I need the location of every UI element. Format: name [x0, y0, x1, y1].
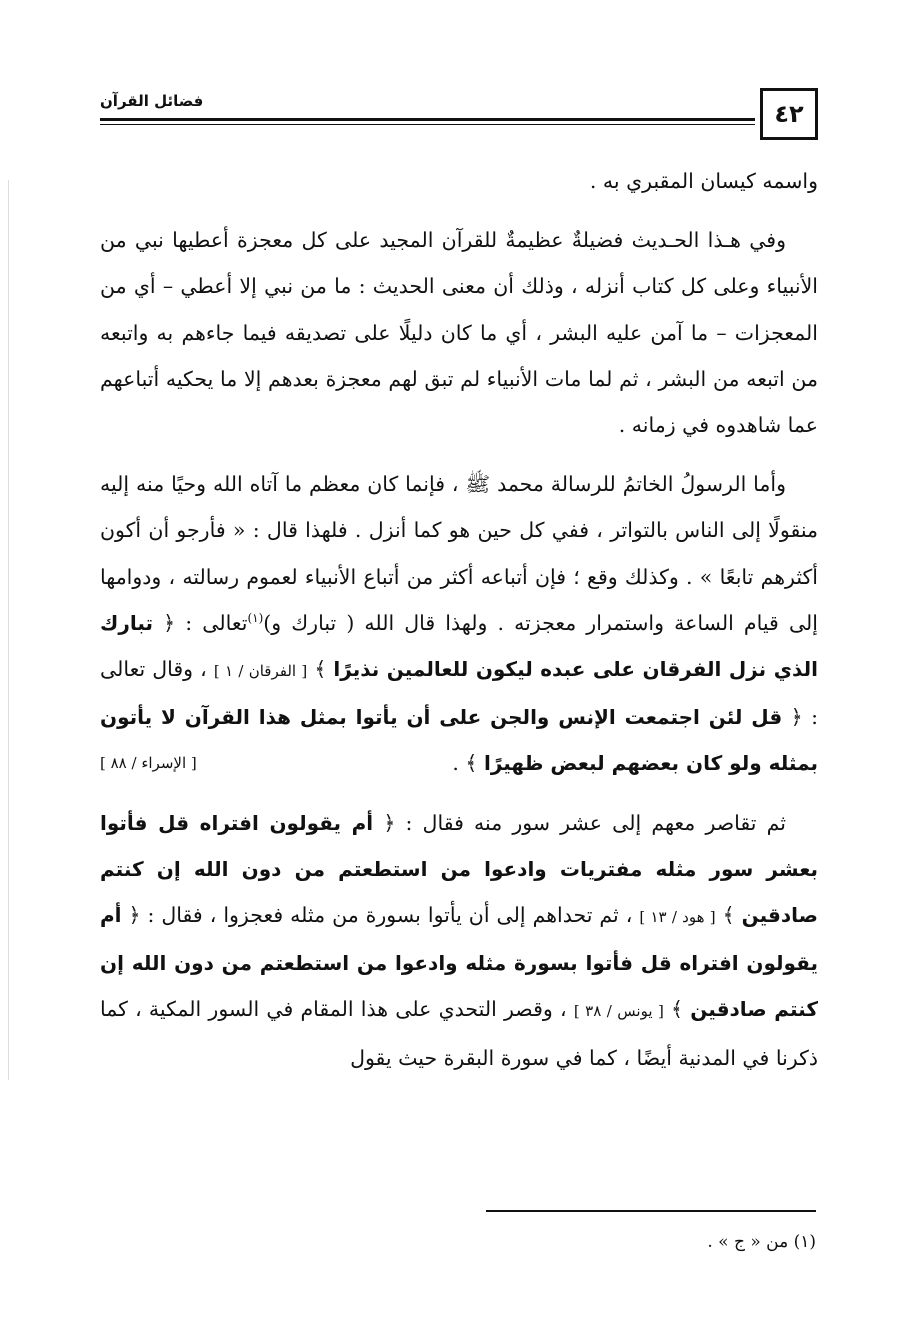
- verse-bracket: ﴾ .: [452, 751, 478, 776]
- footnote-separator: [486, 1210, 816, 1212]
- main-text: [100, 158, 818, 1081]
- paragraph-2: [100, 217, 818, 448]
- verse-reference: [ الإسراء / ٨٨ ]: [100, 754, 197, 773]
- header-rule-thick: [100, 118, 755, 121]
- quran-verse: قل لئن اجتمعت الإنس والجن على أن يأتوا بمثل هذا القرآن لا يأتون بمثله ولو كان بعضهم لبعض ظهيرًا: [100, 705, 818, 776]
- footnote-marker: (١): [793, 1232, 816, 1252]
- paragraph-3-text-b: تعالى : ﴿: [163, 610, 248, 635]
- paragraph-4-text-a: ثم تقاصر معهم إلى عشر سور منه فقال : ﴿: [383, 810, 786, 835]
- header-rule-thin: [100, 124, 755, 125]
- verse-reference: [ الفرقان / ١ ]: [213, 662, 308, 681]
- paragraph-2-text: وفي هـذا الحـديث فضيلةٌ عظيمةٌ للقرآن المجيد على كل معجزة أعطيها نبي من الأنبياء وعلى كل كتاب أنزله ، وذلك أن معنى الحديث : ما من نبي إلا أعطي – أي من المعجزات – ما آمن عليه البشر ، أي ما كان دليلًا على تصديقه فيما جاءهم به واتبعه من اتبعه من البشر ، ثم لما مات الأنبياء لم تبق لهم معجزة بعدهم إلا ما يحكيه أتباعهم عما شاهدوه في زمانه .: [100, 228, 818, 438]
- running-title: فضائل القرآن: [100, 92, 204, 110]
- paragraph-4-text-c: ، وقصر التحدي على هذا المقام في السور المكية ، كما ذكرنا في المدنية أيضًا ، كما في سورة البقرة حيث يقول: [100, 997, 818, 1070]
- verse-bracket: ﴾: [314, 657, 327, 682]
- quran-verse: تبارك الذي نزل الفرقان على عبده ليكون للعالمين نذيرًا: [100, 610, 818, 682]
- quran-verse: أم يقولون افتراه قل فأتوا بسورة مثله وادعوا من استطعتم من دون الله إن كنتم صادقين: [100, 903, 818, 1022]
- verse-reference: [ هود / ١٣ ]: [639, 908, 716, 927]
- paragraph-3: [100, 461, 818, 786]
- paragraph-1-text: واسمه كيسان المقبري به .: [589, 169, 818, 193]
- verse-bracket: ﴾: [722, 903, 735, 928]
- verse-bracket: ﴾: [671, 997, 684, 1022]
- paragraph-4-text-b: ، ثم تحداهم إلى أن يأتوا بسورة من مثله فعجزوا ، فقال : ﴿: [128, 903, 633, 928]
- paragraph-1: [100, 158, 818, 204]
- footnote-reference: (١): [247, 611, 264, 625]
- quran-verse: أم يقولون افتراه قل فأتوا بعشر سور مثله مفتريات وادعوا من استطعتم من دون الله إن كنتم صادقين: [100, 810, 818, 928]
- paragraph-3-text-c: ، وقال تعالى : ﴿: [100, 657, 818, 730]
- scan-edge-line: [8, 180, 9, 1080]
- paragraph-4: [100, 800, 818, 1081]
- footnote-text: من « ج » .: [707, 1232, 789, 1252]
- page-number: ٤٢: [774, 100, 804, 128]
- paragraph-3-text-a: وأما الرسولُ الخاتمُ للرسالة محمد ﷺ ، فإنما كان معظم ما آتاه الله وحيًا منه إليه منقولًا إلى الناس بالتواتر ، ففي كل حين هو كما أنزل . فلهذا قال : « فأرجو أن أكون أكثرهم تابعًا » . وكذلك وقع ؛ فإن أتباعه أكثر من أتباع الأنبياء لعموم رسالته ، ودوامها إلى قيام الساعة واستمرار معجزته . ولهذا قال الله ( تبارك و): [100, 472, 818, 635]
- verse-reference: [ يونس / ٣٨ ]: [573, 1002, 664, 1021]
- page-header: [100, 88, 820, 148]
- page-number-box: [760, 88, 818, 140]
- footnote: [560, 1232, 816, 1252]
